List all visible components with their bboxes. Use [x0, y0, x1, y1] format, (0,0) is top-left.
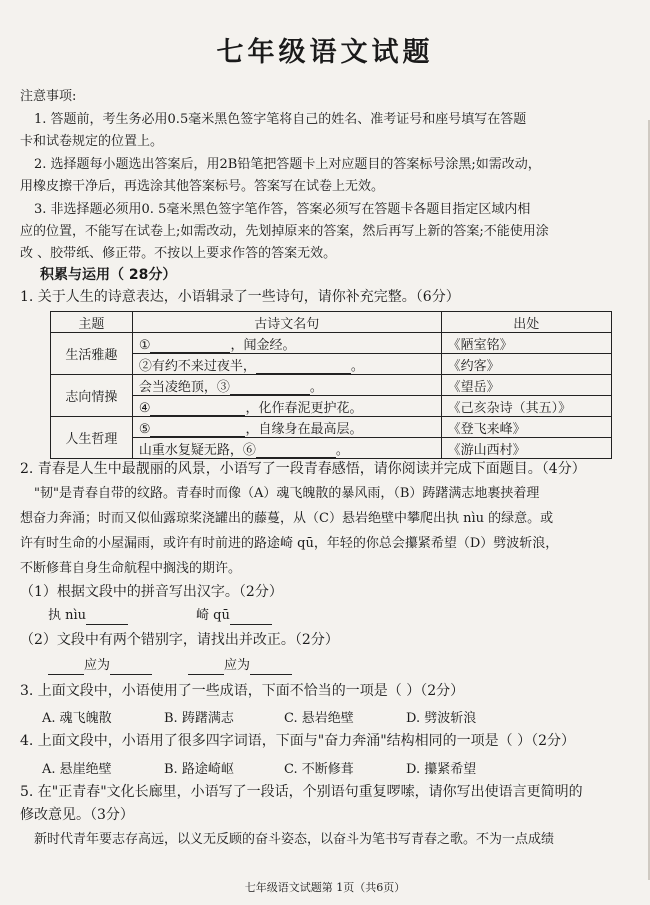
option-d[interactable]: D. 劈波斩浪: [406, 711, 477, 726]
verse-cell: ②有约不来过夜半， 。: [132, 354, 441, 375]
page-footer: 七年级语文试题第 1页（共6页）: [244, 881, 406, 894]
correction-answer-1[interactable]: 应为: [48, 657, 152, 675]
header-source: 出处: [441, 312, 611, 333]
passage-line: 许有时生命的小屋漏雨，或许有时前进的路途崎 qū，年轻的你总会攥紧希望（D）劈波斩浪，: [20, 536, 559, 551]
passage-line: 新时代青年要志存高远，以义无反顾的奋斗姿态，以奋斗为笔书写青春之歌。不为一点成绩: [34, 832, 555, 847]
option-c[interactable]: C. 不断修葺: [284, 762, 354, 777]
question-1-stem: 1. 关于人生的诗意表达，小语辑录了一些诗句，请你补充完整。（6分）: [20, 289, 460, 305]
section-heading: 积累与运用（ 28分）: [40, 267, 177, 283]
header-verse: 古诗文名句: [132, 312, 441, 333]
correction-answer-2[interactable]: 应为: [188, 657, 292, 675]
verse-cell: ④ ，化作春泥更护花。: [132, 396, 441, 417]
verse-cell: 山重水复疑无路，⑥ 。: [132, 438, 441, 459]
notice-line: 改 、胶带纸、修正带。不按以上要求作答的答案无效。: [20, 246, 337, 261]
notice-line: 卡和试卷规定的位置上。: [20, 134, 164, 149]
verse-cell: ① ，闻金经。: [132, 333, 441, 354]
pinyin-answer-1[interactable]: 执 nìu: [48, 607, 128, 625]
table-row: [51, 354, 612, 375]
question-5-stem: 修改意见。（3分）: [20, 807, 134, 823]
table-header-row: [51, 312, 612, 333]
header-topic: 主题: [51, 312, 133, 333]
source-cell: 《游山西村》: [441, 438, 611, 459]
table-row: [51, 417, 612, 438]
verse-cell: ⑤ ，自缘身在最高层。: [132, 417, 441, 438]
question-2-sub1: （1）根据文段中的拼音写出汉字。（2分）: [20, 584, 283, 600]
notice-line: 应的位置，不能写在试卷上;如需改动，先划掉原来的答案，然后再写上新的答案;不能使用涂: [20, 224, 549, 239]
exam-title: 七年级语文试题: [216, 37, 434, 68]
pinyin-answer-2[interactable]: 崎 qū: [196, 607, 272, 625]
option-b[interactable]: B. 路途崎岖: [164, 762, 234, 777]
topic-cell: 志向情操: [51, 375, 133, 417]
source-cell: 《登飞来峰》: [441, 417, 611, 438]
option-c[interactable]: C. 悬岩绝壁: [284, 711, 354, 726]
table-row: [51, 333, 612, 354]
table-row: [51, 438, 612, 459]
question-2-sub2: （2）文段中有两个错别字，请找出并改正。（2分）: [20, 632, 339, 648]
option-b[interactable]: B. 踌躇满志: [164, 711, 234, 726]
question-4-stem: 4. 上面文段中，小语用了很多四字词语，下面与"奋力奔涌"结构相同的一项是（ ）（2分）: [20, 733, 576, 749]
notice-heading: 注意事项:: [20, 89, 77, 104]
option-a[interactable]: A. 悬崖绝壁: [42, 762, 112, 777]
question-5-stem: 5. 在"正青春"文化长廊里，小语写了一段话，个别语句重复啰嗦，请你写出使语言更简明的: [20, 784, 583, 800]
option-a[interactable]: A. 魂飞魄散: [42, 711, 112, 726]
topic-cell: 生活雅趣: [51, 333, 133, 375]
topic-cell: 人生哲理: [51, 417, 133, 459]
passage-line: 想奋力奔涌；时而又似仙露琼桨浇罐出的藤蔓，从（C）悬岩绝壁中攀爬出执 nìu 的绿意。或: [20, 511, 554, 526]
notice-line: 1. 答题前，考生务必用0.5毫米黑色签字笔将自己的姓名、准考证号和座号填写在答题: [34, 112, 527, 127]
notice-line: 3. 非选择题必须用0. 5毫米黑色签字笔作答，答案必须写在答题卡各题目指定区域内相: [34, 202, 531, 217]
question-2-stem: 2. 青春是人生中最靓丽的风景，小语写了一段青春感悟，请你阅读并完成下面题目。（4分）: [20, 461, 586, 477]
option-d[interactable]: D. 攥紧希望: [406, 762, 477, 777]
verse-cell: 会当凌绝顶，③ 。: [132, 375, 441, 396]
poem-table: [50, 311, 612, 459]
notice-line: 2. 选择题每小题选出答案后，用2B铅笔把答题卡上对应题目的答案标号涂黑;如需改动，: [34, 157, 541, 172]
passage-line: 不断修葺自身生命航程中搁浅的期许。: [20, 561, 242, 576]
question-3-stem: 3. 上面文段中，小语使用了一些成语，下面不恰当的一项是（ ）（2分）: [20, 683, 465, 699]
notice-line: 用橡皮擦干净后，再选涂其他答案标号。答案写在试卷上无效。: [20, 179, 385, 194]
source-cell: 《望岳》: [441, 375, 611, 396]
table-row: [51, 396, 612, 417]
source-cell: 《约客》: [441, 354, 611, 375]
source-cell: 《陋室铭》: [441, 333, 611, 354]
passage-line: "韧"是青春自带的纹路。青春时而像（A）魂飞魄散的暴风雨，（B）踌躇满志地裹挟着理: [34, 486, 540, 501]
source-cell: 《己亥杂诗（其五）》: [441, 396, 611, 417]
table-row: [51, 375, 612, 396]
